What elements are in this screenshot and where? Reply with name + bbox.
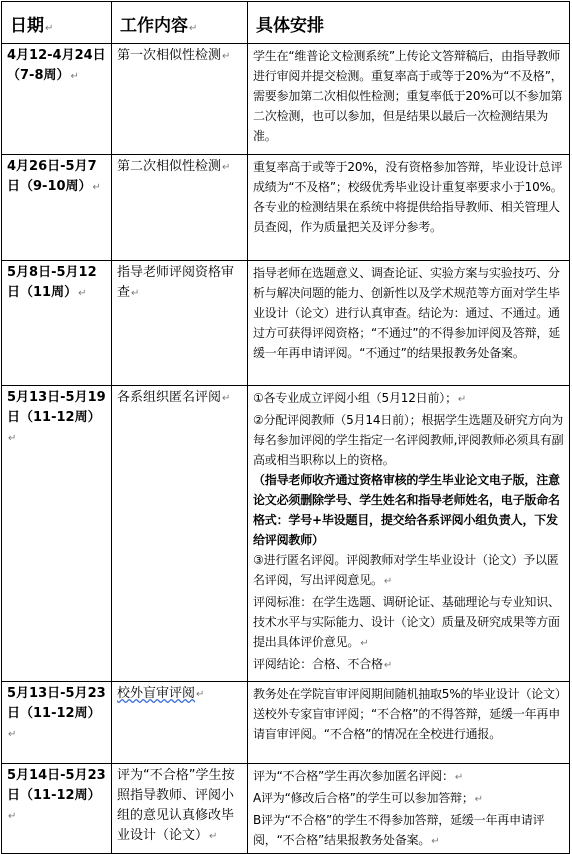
row-detail-cell: 教务处在学院盲审评阅期间随机抽取5%的毕业设计（论文）送校外专家盲审评阅；“不合格”的不得答辩，延缓一年再申请盲审评阅。“不合格”的情况在全校进行通报。 xyxy=(248,682,570,764)
table-row xyxy=(2,386,570,682)
row-task-cell: 指导老师评阅资格审查↵ xyxy=(112,261,248,386)
detail-paragraph: B评为“不合格”的学生不得参加答辩，延缓一年再申请评阅，“不合格”结果报教务处备案。↵ xyxy=(253,813,545,847)
row-detail-cell xyxy=(248,764,570,854)
row-date-cell: 4月12-4月24日（7-8周）↵ xyxy=(2,44,112,155)
row-task-cell: 各系组织匿名评阅↵ xyxy=(112,386,248,682)
detail-paragraph: 评阅结论：合格、不合格↵ xyxy=(253,657,392,671)
row-detail-cell: 学生在“维普论文检测系统”上传论文答辩稿后，由指导教师进行审阅并提交检测。重复率高于或等于20%为“不及格”，需要参加第二次相似性检测；重复率低于20%可以不参加第二次检测，也可以参加，但是结果以最后一次检测结果为准。 xyxy=(248,44,570,155)
row-task-cell: 评为“不合格”学生按照指导教师、评阅小组的意见认真修改毕业设计（论文）↵ xyxy=(112,764,248,854)
detail-paragraph: ②分配评阅教师（5月14日前）；根据学生选题及研究方向为每名参加评阅的学生指定一名评阅教师,评阅教师必须具有副高或相当职称以上的资格。 xyxy=(253,413,564,467)
row-date-cell: 5月8日-5月12日（11周）↵ xyxy=(2,261,112,386)
detail-paragraph: 评为“不合格”学生再次参加匿名评阅：↵ xyxy=(253,769,464,783)
row-task-cell: 第一次相似性检测↵ xyxy=(112,44,248,155)
table-row xyxy=(2,764,570,854)
row-date-cell: 4月26日-5月7日（9-10周）↵ xyxy=(2,155,112,261)
detail-paragraph: ①各专业成立评阅小组（5月12日前）；↵ xyxy=(253,391,467,405)
table-row xyxy=(2,44,570,155)
row-date-cell: 5月13日-5月23日（11-12周）↵ xyxy=(2,682,112,764)
header-date: 日期↵ xyxy=(2,2,112,44)
table-row xyxy=(2,155,570,261)
detail-bold-note: （指导老师收齐通过资格审核的学生毕业论文电子版，注意论文必须删除学号、学生姓名和指导老师姓名，电子版命名格式：学号+毕设题目，提交给各系评阅小组负责人，下发给评阅教师） xyxy=(253,473,560,547)
header-detail: 具体安排 xyxy=(248,2,570,44)
header-task: 工作内容↵ xyxy=(112,2,248,44)
schedule-table xyxy=(1,1,570,854)
row-detail-cell: 指导老师在选题意义、调查论证、实验方案与实验技巧、分析与解决问题的能力、创新性以及学术规范等方面对学生毕业设计（论文）进行认真审查。结论为：通过、不通过。通过方可获得评阅资格；“不通过”的不得参加评阅及答辩，延缓一年再申请评阅。“不通过”的结果报教务处备案。 xyxy=(248,261,570,386)
row-detail-cell: 重复率高于或等于20%，没有资格参加答辩，毕业设计总评成绩为“不及格”；校级优秀毕业设计重复率要求小于10%。各专业的检测结果在系统中将提供给指导教师、相关管理人员查阅，作为质量把关及评分参考。 xyxy=(248,155,570,261)
detail-paragraph: ③进行匿名评阅。评阅教师对学生毕业设计（论文）予以匿名评阅，写出评阅意见。↵ xyxy=(253,553,559,587)
row-date-cell: 5月13日-5月19日（11-12周）↵ xyxy=(2,386,112,682)
row-date-cell: 5月14日-5月23日（11-12周）↵ xyxy=(2,764,112,854)
table-row xyxy=(2,261,570,386)
table-header-row xyxy=(2,2,570,44)
detail-paragraph: A评为“修改后合格”的学生可以参加答辩；↵ xyxy=(253,791,483,805)
row-task-cell: 校外盲审评阅↵ xyxy=(112,682,248,764)
row-task-cell: 第二次相似性检测↵ xyxy=(112,155,248,261)
detail-paragraph: 评阅标准：在学生选题、调研论证、基础理论与专业知识、技术水平与实际能力、设计（论文）质量及研究成果等方面提出具体评价意见。↵ xyxy=(253,595,560,649)
row-detail-cell xyxy=(248,386,570,682)
table-row xyxy=(2,682,570,764)
